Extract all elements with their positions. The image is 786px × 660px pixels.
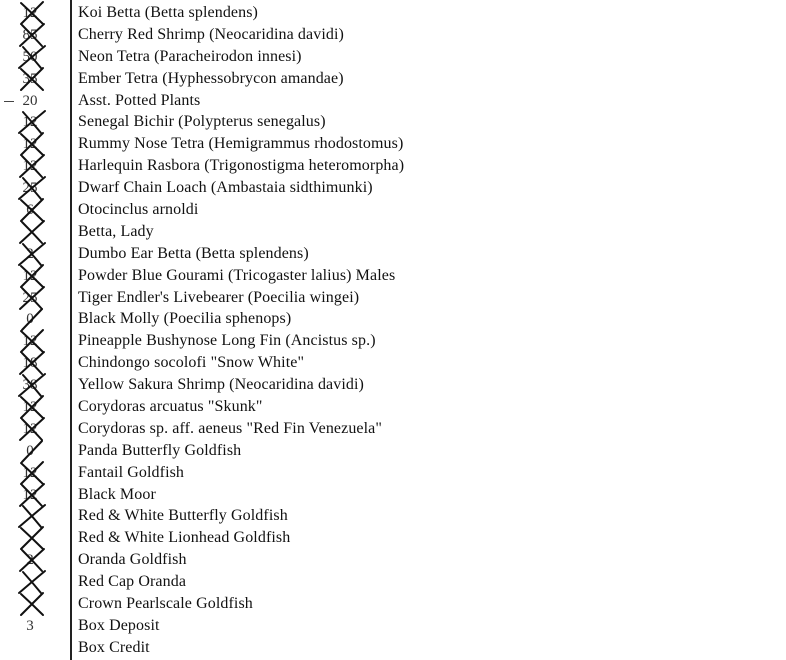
list-item: [0, 177, 786, 199]
item-list: [0, 2, 786, 659]
list-item: [0, 505, 786, 527]
item-description: Dumbo Ear Betta (Betta splendens): [78, 244, 309, 262]
item-description: Chindongo socolofi "Snow White": [78, 354, 305, 372]
quantity-value: 12: [22, 5, 38, 21]
list-item: [0, 46, 786, 68]
list-item: [0, 484, 786, 506]
quantity-cell: [0, 505, 68, 527]
list-item: [0, 418, 786, 440]
list-item: [0, 549, 786, 571]
item-description: Oranda Goldfish: [78, 551, 187, 569]
item-description: Cherry Red Shrimp (Neocaridina davidi): [78, 25, 344, 43]
list-item: [0, 571, 786, 593]
quantity-value: 12: [22, 486, 38, 503]
item-description: Black Moor: [78, 485, 156, 503]
list-item: [0, 308, 786, 330]
list-item: [0, 155, 786, 177]
item-description: Red & White Lionhead Goldfish: [78, 529, 291, 547]
quantity-value: 2: [26, 245, 34, 262]
quantity-value: 12: [22, 267, 38, 284]
list-item: [0, 527, 786, 549]
quantity-cell: [0, 243, 68, 265]
quantity-cell: [0, 287, 68, 309]
quantity-cell: [0, 440, 68, 462]
quantity-value: 0: [26, 442, 34, 459]
list-item: [0, 265, 786, 287]
tick-mark-icon: [4, 101, 14, 102]
list-item: [0, 24, 786, 46]
quantity-value: 20: [22, 92, 38, 109]
item-description: Panda Butterfly Goldfish: [78, 441, 242, 459]
quantity-cell: [0, 571, 68, 593]
quantity-value: 50: [22, 48, 38, 65]
quantity-cell: [0, 68, 68, 90]
quantity-value: 12: [22, 420, 38, 437]
item-description: Tiger Endler's Livebearer (Poecilia wingei): [78, 288, 360, 306]
list-item: [0, 615, 786, 637]
item-description: Crown Pearlscale Goldfish: [78, 595, 253, 613]
quantity-cell: [0, 352, 68, 374]
quantity-cell: [0, 155, 68, 177]
item-description: Box Deposit: [78, 616, 160, 634]
list-item: [0, 111, 786, 133]
quantity-cell: [0, 133, 68, 155]
quantity-value: 12: [22, 136, 38, 153]
quantity-cell: [0, 265, 68, 287]
item-description: Otocinclus arnoldi: [78, 201, 199, 219]
list-item: [0, 440, 786, 462]
quantity-value: 35: [22, 70, 38, 87]
quantity-cell: [0, 396, 68, 418]
item-description: Betta, Lady: [78, 222, 154, 240]
list-item: [0, 593, 786, 615]
quantity-value: 12: [22, 464, 38, 481]
quantity-value: 12: [22, 333, 38, 350]
quantity-value: 18: [22, 355, 38, 372]
quantity-cell: [0, 111, 68, 133]
quantity-cell: [0, 177, 68, 199]
quantity-cell: [0, 308, 68, 330]
list-item: [0, 221, 786, 243]
item-description: Black Molly (Poecilia sphenops): [78, 310, 292, 328]
list-item: [0, 396, 786, 418]
list-item: [0, 68, 786, 90]
item-description: Powder Blue Gourami (Tricogaster lalius) Males: [78, 266, 396, 284]
list-item: [0, 287, 786, 309]
list-item: [0, 462, 786, 484]
quantity-cell: [0, 484, 68, 506]
quantity-value: 25: [22, 289, 38, 306]
item-description: Pineapple Bushynose Long Fin (Ancistus sp.): [78, 332, 376, 350]
quantity-cell: [0, 527, 68, 549]
item-description: Red Cap Oranda: [78, 573, 187, 591]
list-item: [0, 637, 786, 659]
quantity-value: 3: [26, 617, 34, 634]
quantity-cell: [0, 46, 68, 68]
cross-out-mark-icon: [14, 66, 54, 92]
quantity-cell: [0, 2, 68, 24]
quantity-value: 12: [22, 114, 38, 131]
list-item: [0, 199, 786, 221]
list-item: [0, 352, 786, 374]
item-description: Harlequin Rasbora (Trigonostigma heteromorpha): [78, 157, 405, 175]
item-description: Box Credit: [78, 638, 150, 656]
quantity-cell: [0, 221, 68, 243]
quantity-cell: [0, 593, 68, 615]
quantity-value: 38: [22, 377, 38, 394]
quantity-cell: [0, 90, 68, 112]
list-item: [0, 2, 786, 24]
quantity-cell: [0, 24, 68, 46]
quantity-cell: [0, 462, 68, 484]
quantity-cell: [0, 199, 68, 221]
item-description: Ember Tetra (Hyphessobrycon amandae): [78, 69, 344, 87]
item-description: Asst. Potted Plants: [78, 91, 201, 109]
quantity-value: 12: [22, 399, 38, 416]
list-item: [0, 133, 786, 155]
list-item: [0, 374, 786, 396]
list-item: [0, 330, 786, 352]
quantity-cell: [0, 418, 68, 440]
cross-out-mark-icon: [14, 591, 54, 617]
item-description: Neon Tetra (Paracheirodon innesi): [78, 47, 302, 65]
list-item: [0, 243, 786, 265]
quantity-cell: [0, 330, 68, 352]
quantity-value: 25: [22, 180, 38, 197]
quantity-cell: [0, 637, 68, 659]
quantity-cell: [0, 549, 68, 571]
quantity-value: 85: [22, 26, 38, 43]
item-description: Senegal Bichir (Polypterus senegalus): [78, 113, 326, 131]
item-description: Fantail Goldfish: [78, 463, 185, 481]
quantity-value: 12: [22, 158, 38, 175]
quantity-value: 6: [26, 202, 34, 219]
quantity-value: 2: [26, 552, 34, 569]
quantity-cell: [0, 615, 68, 637]
quantity-value: 0: [26, 311, 34, 328]
item-description: Koi Betta (Betta splendens): [78, 4, 258, 21]
item-description: Rummy Nose Tetra (Hemigrammus rhodostomus): [78, 135, 404, 153]
item-description: Dwarf Chain Loach (Ambastaia sidthimunki): [78, 179, 373, 197]
item-description: Corydoras arcuatus "Skunk": [78, 398, 263, 416]
item-description: Yellow Sakura Shrimp (Neocaridina davidi): [78, 376, 364, 394]
list-item: [0, 90, 786, 112]
item-description: Red & White Butterfly Goldfish: [78, 507, 288, 525]
quantity-cell: [0, 374, 68, 396]
item-description: Corydoras sp. aff. aeneus "Red Fin Venezuela": [78, 419, 383, 437]
